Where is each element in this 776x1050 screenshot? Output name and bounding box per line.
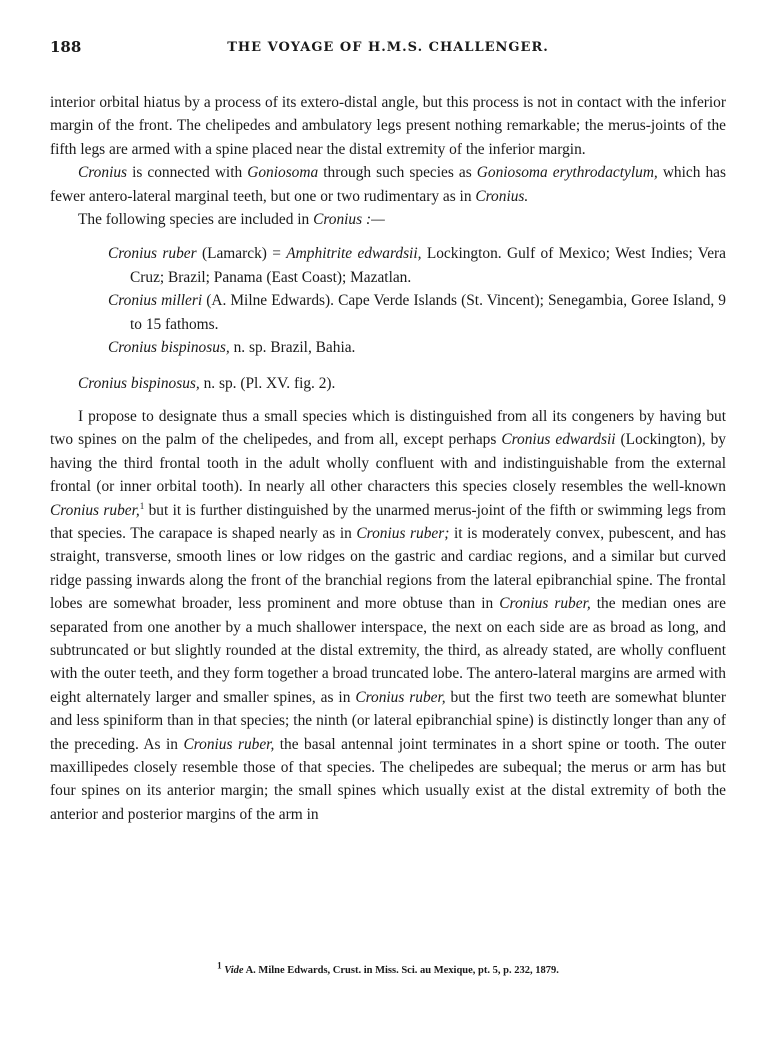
paragraph-species-intro: The following species are included in Cronius :— (78, 211, 385, 229)
taxon-name: Goniosoma erythrodactylum, (476, 164, 658, 182)
paragraph-cronius-connection: Cronius is connected with Goniosoma through such species as Goniosoma erythrodactylum, which has fewer antero-lateral marginal teeth, but one or two rudimentary as in Cronius. (50, 164, 726, 205)
page-header (50, 38, 726, 62)
taxon-name: Cronius :— (313, 211, 385, 229)
taxon-name: Goniosoma (247, 164, 319, 182)
species-subheading: Cronius bispinosus, n. sp. (Pl. XV. fig. 2). (78, 375, 336, 393)
taxon-name: Cronius. (475, 187, 529, 205)
paragraph-continuation: interior orbital hiatus by a process of its extero-distal angle, but this process is not in contact with the inferior margin of the front. The chelipedes and ambulatory legs present nothing remarkable; the merus-joints of the fifth legs are armed with a spine placed near the distal extremity of the inferior margin. (50, 94, 726, 158)
taxon-name: Cronius (78, 164, 128, 182)
page-body (50, 91, 726, 826)
species-entry-ruber: Cronius ruber (Lamarck) = Amphitrite edwardsii, Lockington. Gulf of Mexico; West Indies; Vera Cruz; Brazil; Panama (East Coast); Mazatlan. (108, 245, 726, 286)
species-entry-milleri: Cronius milleri (A. Milne Edwards). Cape Verde Islands (St. Vincent); Senegambia, Goree Island, 9 to 15 fathoms. (108, 292, 726, 333)
paragraph-species-description: I propose to designate thus a small species which is distinguished from all its congeners by having but two spines on the palm of the chelipedes, and from all, except perhaps Cronius edwardsii (Lockington), by having the third frontal tooth in the adult wholly confluent with and indistinguishable from the external frontal (or inner orbital tooth). In nearly all other characters this species closely resembles the well-known Cronius ruber,$^1$ but it is further distinguished by the unarmed merus-joint of the fifth or swimming legs from that species. The carapace is shaped nearly as in Cronius ruber; it is moderately convex, pubescent, and has straight, transverse, smooth lines or low ridges on the gastric and cardiac regions, and a similar but curved ridge passing inwards along the front of the branchial regions from the lateral epibranchial spine. The frontal lobes are somewhat broader, less prominent and more obtuse than in Cronius ruber, the median ones are separated from one another by a much shallower interspace, the next on each side are as broad as long, and subtruncated or but slightly rounded at the distal extremity, the third, as already stated, are wholly confluent with the outer teeth, and they form together a broad truncated lobe. The antero-lateral margins are armed with eight alternately larger and smaller spines, as in Cronius ruber, but the first two teeth are somewhat blunter and less spiniform than in that species; the ninth (or lateral epibranchial spine) is distinctly longer than any of the preceding. As in Cronius ruber, the basal antennal joint terminates in a short spine or tooth. The outer maxillipedes closely resemble those of that species. The chelipedes are subequal; the merus or arm has but four spines on its anterior margin; the small spines which usually exist at the distal extremity of both the anterior and posterior margins of the arm in (50, 407, 727, 823)
footnote: $^1$ Vide A. Milne Edwards, Crust. in Miss. Sci. au Mexique, pt. 5, p. 232, 1879. (217, 960, 559, 976)
page-number: 188 (50, 38, 82, 56)
running-title: THE VOYAGE OF H.M.S. CHALLENGER. (227, 40, 549, 55)
species-entry-bispinosus: Cronius bispinosus, n. sp. Brazil, Bahia. (108, 339, 356, 357)
footnote-ref: 1 (139, 500, 145, 511)
species-list (108, 242, 726, 359)
